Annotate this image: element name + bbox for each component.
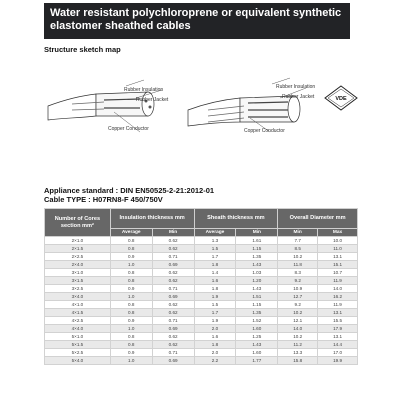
cell-sheath-average: 1.3	[194, 237, 236, 245]
table-row	[45, 309, 358, 317]
vde-mark-text: VDE	[335, 96, 347, 102]
cell-od-max: 13.1	[318, 333, 358, 341]
cell-ins-average: 1.0	[110, 293, 152, 301]
cell-sheath-average: 2.0	[194, 349, 236, 357]
subheader-ins-average: Average	[110, 229, 152, 237]
cell-ins-min: 0.62	[152, 341, 194, 349]
cell-ins-min: 0.62	[152, 237, 194, 245]
cell-ins-average: 0.8	[110, 245, 152, 253]
cell-sheath-min: 1.35	[236, 309, 278, 317]
cell-cores: 5×4.0	[45, 357, 111, 365]
cell-od-max: 16.2	[318, 293, 358, 301]
cell-od-max: 10.7	[318, 269, 358, 277]
cell-cores: 3×4.0	[45, 293, 111, 301]
cell-sheath-average: 1.9	[194, 293, 236, 301]
cell-sheath-min: 1.43	[236, 341, 278, 349]
cell-sheath-min: 1.60	[236, 325, 278, 333]
cell-od-min: 10.2	[278, 309, 318, 317]
cell-sheath-min: 1.43	[236, 261, 278, 269]
cell-od-max: 15.1	[318, 261, 358, 269]
label-rubber-insulation-right: Rubber Insulation	[276, 84, 316, 90]
cell-sheath-average: 1.6	[194, 333, 236, 341]
cell-ins-average: 0.9	[110, 349, 152, 357]
table-row	[45, 245, 358, 253]
cell-sheath-average: 1.9	[194, 317, 236, 325]
cell-sheath-average: 2.0	[194, 325, 236, 333]
title-line-2: elastomer sheathed cables	[50, 20, 191, 32]
col-header-insulation: Insulation thickness mm	[110, 209, 194, 229]
cell-od-min: 11.2	[278, 341, 318, 349]
cell-ins-min: 0.62	[152, 309, 194, 317]
cell-sheath-average: 1.8	[194, 341, 236, 349]
cell-ins-average: 0.8	[110, 269, 152, 277]
cell-cores: 3×1.5	[45, 277, 111, 285]
cell-sheath-min: 1.43	[236, 285, 278, 293]
cell-ins-average: 0.8	[110, 237, 152, 245]
cell-od-min: 15.8	[278, 357, 318, 365]
cell-od-min: 12.7	[278, 293, 318, 301]
cell-od-min: 9.2	[278, 301, 318, 309]
vde-certification-icon	[325, 86, 357, 110]
cell-od-min: 14.0	[278, 325, 318, 333]
cell-sheath-min: 1.52	[236, 317, 278, 325]
cell-cores: 2×1.0	[45, 237, 111, 245]
cell-od-max: 11.0	[318, 245, 358, 253]
cell-od-min: 11.8	[278, 261, 318, 269]
table-row	[45, 349, 358, 357]
cell-cores: 4×4.0	[45, 325, 111, 333]
cable-spec-table	[44, 208, 358, 365]
label-rubber-jacket-left: Rubber Jacket	[136, 97, 169, 103]
cell-cores: 3×1.0	[45, 269, 111, 277]
cell-ins-average: 0.8	[110, 309, 152, 317]
cell-ins-min: 0.71	[152, 253, 194, 261]
table-row	[45, 277, 358, 285]
cell-sheath-min: 1.20	[236, 277, 278, 285]
table-row	[45, 237, 358, 245]
cell-od-min: 7.7	[278, 237, 318, 245]
table-row	[45, 357, 358, 365]
label-copper-conductor-left: Copper Conductor	[108, 126, 149, 132]
structure-sketch-illustration	[44, 70, 364, 170]
structure-sketch-heading: Structure sketch map	[44, 45, 121, 54]
cell-cores: 2×4.0	[45, 261, 111, 269]
cell-cores: 5×2.5	[45, 349, 111, 357]
col-header-overall: Overall Diameter mm	[278, 209, 358, 229]
cell-sheath-average: 1.6	[194, 277, 236, 285]
cell-ins-average: 0.8	[110, 277, 152, 285]
cell-sheath-average: 1.4	[194, 269, 236, 277]
cell-ins-average: 0.9	[110, 285, 152, 293]
table-row	[45, 333, 358, 341]
cell-ins-average: 0.8	[110, 341, 152, 349]
cell-ins-min: 0.69	[152, 357, 194, 365]
cell-ins-average: 1.0	[110, 325, 152, 333]
cell-sheath-min: 1.15	[236, 301, 278, 309]
cell-sheath-min: 1.61	[236, 237, 278, 245]
cell-ins-min: 0.69	[152, 261, 194, 269]
cell-od-min: 10.2	[278, 253, 318, 261]
table-row	[45, 285, 358, 293]
cell-ins-min: 0.69	[152, 325, 194, 333]
cell-cores: 3×2.5	[45, 285, 111, 293]
label-rubber-insulation-left: Rubber Insulation	[124, 87, 164, 93]
cell-sheath-average: 1.5	[194, 301, 236, 309]
cell-od-max: 14.4	[318, 341, 358, 349]
title-banner	[44, 3, 350, 39]
cell-cores: 4×2.5	[45, 317, 111, 325]
col-header-cores: Number of Cores section mm²	[45, 209, 111, 237]
cell-od-max: 13.1	[318, 253, 358, 261]
subheader-od-min: Min	[278, 229, 318, 237]
cell-cores: 2×1.5	[45, 245, 111, 253]
cell-cores: 4×1.5	[45, 309, 111, 317]
cell-od-min: 9.2	[278, 277, 318, 285]
subheader-od-max: Max	[318, 229, 358, 237]
standard-line: Appliance standard : DIN EN50525-2-21:2012-01	[44, 186, 215, 195]
cell-cores: 5×1.0	[45, 333, 111, 341]
col-header-sheath: Sheath thickness mm	[194, 209, 278, 229]
table-row	[45, 293, 358, 301]
cell-sheath-average: 1.5	[194, 245, 236, 253]
cell-od-max: 17.9	[318, 325, 358, 333]
cell-od-max: 19.9	[318, 357, 358, 365]
cell-sheath-min: 1.15	[236, 245, 278, 253]
cell-cores: 4×1.0	[45, 301, 111, 309]
table-row	[45, 317, 358, 325]
cell-cores: 2×2.5	[45, 253, 111, 261]
subheader-sheath-min: Min	[236, 229, 278, 237]
table-row	[45, 269, 358, 277]
cell-cores: 5×1.5	[45, 341, 111, 349]
cell-od-max: 17.0	[318, 349, 358, 357]
cell-sheath-min: 1.25	[236, 333, 278, 341]
cell-od-max: 11.9	[318, 277, 358, 285]
cell-ins-min: 0.62	[152, 269, 194, 277]
cell-ins-min: 0.62	[152, 301, 194, 309]
cell-od-min: 8.5	[278, 245, 318, 253]
cell-sheath-min: 1.77	[236, 357, 278, 365]
table-body	[45, 237, 358, 365]
cell-ins-min: 0.71	[152, 349, 194, 357]
cell-ins-average: 0.8	[110, 301, 152, 309]
cell-od-min: 10.2	[278, 333, 318, 341]
cell-od-min: 8.3	[278, 269, 318, 277]
cell-sheath-average: 1.8	[194, 261, 236, 269]
cell-sheath-average: 1.7	[194, 309, 236, 317]
cell-ins-min: 0.69	[152, 293, 194, 301]
table-row	[45, 301, 358, 309]
cell-ins-min: 0.71	[152, 285, 194, 293]
cell-ins-average: 0.9	[110, 317, 152, 325]
cable-type-line: Cable TYPE : H07RN8-F 450/750V	[44, 195, 163, 204]
label-rubber-jacket-right: Rubber Jacket	[282, 94, 315, 100]
cell-od-max: 10.0	[318, 237, 358, 245]
cell-od-max: 13.1	[318, 309, 358, 317]
cell-ins-average: 0.8	[110, 333, 152, 341]
cell-od-min: 13.3	[278, 349, 318, 357]
subheader-sheath-average: Average	[194, 229, 236, 237]
cell-ins-average: 1.0	[110, 357, 152, 365]
cell-od-max: 14.0	[318, 285, 358, 293]
cell-od-min: 12.1	[278, 317, 318, 325]
cell-od-max: 15.5	[318, 317, 358, 325]
cell-od-min: 10.9	[278, 285, 318, 293]
table-row	[45, 341, 358, 349]
cell-ins-average: 0.9	[110, 253, 152, 261]
cell-ins-min: 0.62	[152, 333, 194, 341]
cell-sheath-min: 1.60	[236, 349, 278, 357]
cell-sheath-average: 1.8	[194, 285, 236, 293]
cell-sheath-average: 2.2	[194, 357, 236, 365]
cell-ins-min: 0.62	[152, 245, 194, 253]
table-row	[45, 261, 358, 269]
cell-sheath-min: 1.35	[236, 253, 278, 261]
label-copper-conductor-right: Copper Conductor	[244, 128, 285, 134]
table-row	[45, 325, 358, 333]
cell-ins-average: 1.0	[110, 261, 152, 269]
title-line-1: Water resistant polychloroprene or equivalent synthetic	[50, 7, 342, 19]
cell-sheath-min: 1.51	[236, 293, 278, 301]
subheader-ins-min: Min	[152, 229, 194, 237]
cell-sheath-min: 1.03	[236, 269, 278, 277]
table-row	[45, 253, 358, 261]
cell-ins-min: 0.71	[152, 317, 194, 325]
appliance-standard	[44, 186, 214, 204]
cell-sheath-average: 1.7	[194, 253, 236, 261]
cell-ins-min: 0.62	[152, 277, 194, 285]
cell-od-max: 11.9	[318, 301, 358, 309]
